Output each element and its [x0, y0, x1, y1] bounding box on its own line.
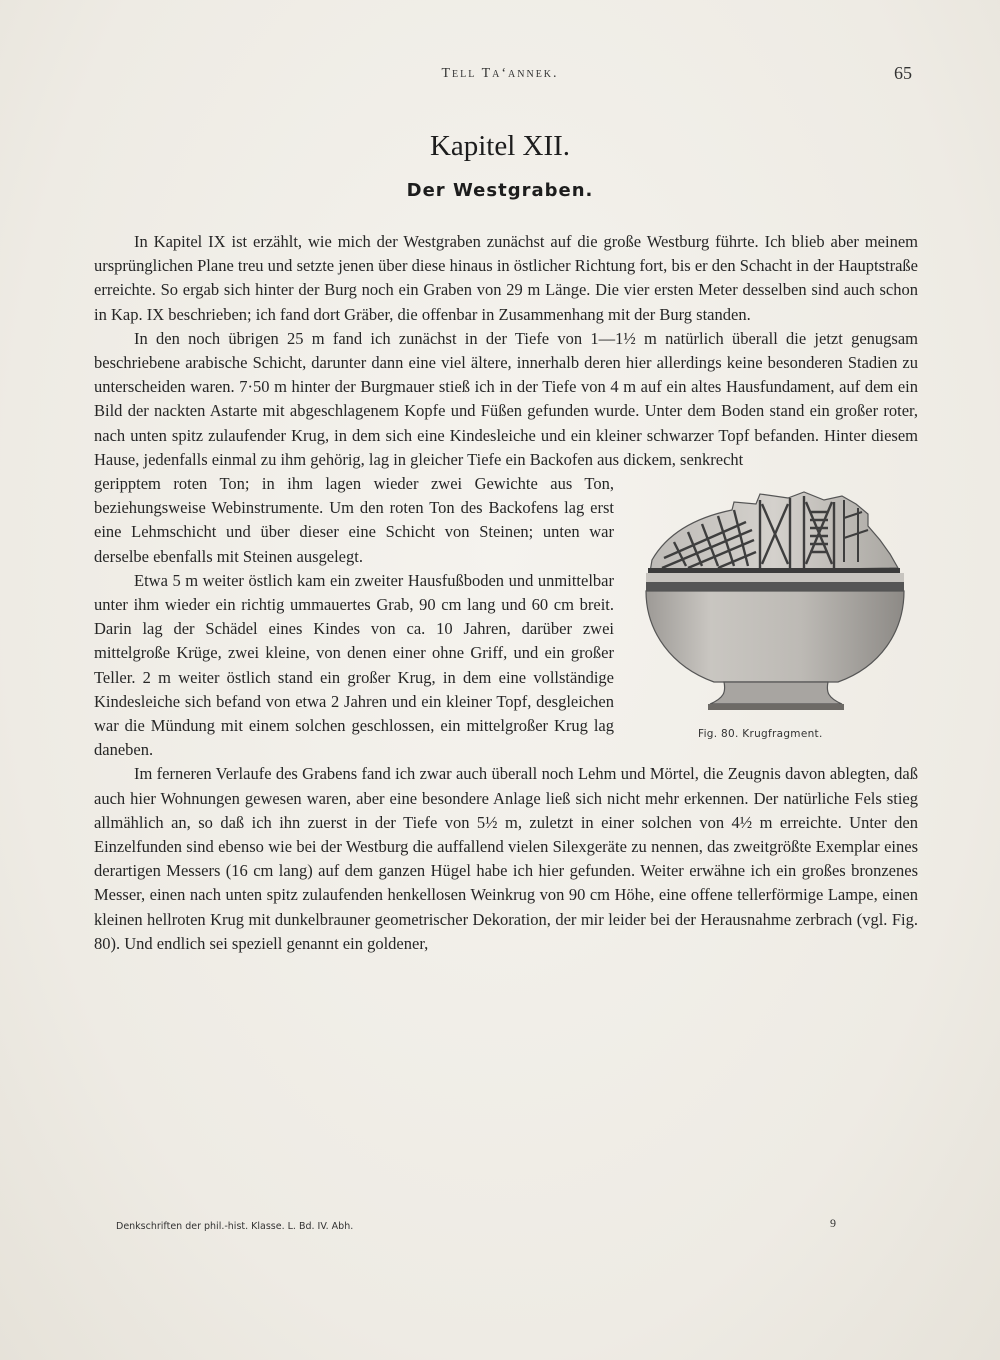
footer-publication: Denkschriften der phil.-hist. Klasse. L. Bd. IV. Abh. [116, 1221, 354, 1232]
pottery-fragment-illustration [628, 482, 918, 722]
body-text [94, 230, 918, 956]
paragraph-2a: In den noch übrigen 25 m fand ich zunächst in der Tiefe von 1—1½ m natürlich überall die jetzt genugsam beschriebene arabische Schicht, darunter dann eine viel ältere, innerhalb deren hier allerdings keine besonderen Stadien zu unterscheiden waren. 7·50 m hinter der Burgmauer stieß ich in der Tiefe von 4 m auf ein altes Hausfundament, auf dem ein Bild der nackten Astarte mit abgeschlagenem Kopfe und Füßen gefunden wurde. Unter dem Boden stand ein großer roter, nach unten spitz zulaufender Krug, in dem sich eine Kindesleiche und ein kleiner schwarzer Topf befanden. Hinter diesem Hause, jedenfalls einmal zu ihm gehörig, lag in gleicher Tiefe ein Backofen aus dickem, senkrecht [94, 328, 918, 469]
section-title: Der Westgraben. [406, 180, 594, 201]
figure-80 [628, 472, 918, 744]
paragraph-3: Etwa 5 m weiter östlich kam ein zweiter Hausfußboden und unmittelbar unter ihm wieder ein richtig ummauertes Grab, 90 cm lang und 60 cm breit. Darin lag der Schädel eines Kindes von ca. 10 Jahren, darüber zwei mittelgroße Krüge, zwei kleine, von denen einer ohne Griff, und ein großer Teller. 2 m weiter östlich stand ein großer Krug, in dem eine vollständige Kindesleiche sich befand von etwa 2 Jahren und ein kleiner Topf, desgleichen war die Mündung mit einem solchen geschlossen, ein mittelgroßer Krug lag daneben. [94, 570, 614, 760]
footer-signature: 9 [830, 1216, 836, 1230]
paragraph-4: Im ferneren Verlaufe des Grabens fand ich zwar auch überall noch Lehm und Mörtel, die Zeugnis davon ablegten, daß auch hier Wohnungen gewesen waren, aber eine besondere Anlage ließ sich nicht mehr erkennen. Der natürliche Fels stieg allmählich an, so daß ich ihn zuerst in der Tiefe von 5½ m, zuletzt in einer solchen von 4½ m erreichte. Unter den Einzelfunden sind ebenso wie bei der Westburg die auffallend vielen Silexgeräte zu nennen, das zweitgrößte Exemplar eines derartigen Messers (16 cm lang) auf dem ganzen Hügel habe ich hier gefunden. Weiter erwähne ich ein großes bronzenes Messer, einen nach unten spitz zulaufenden henkellosen Weinkrug von 90 cm Höhe, eine offene tellerförmige Lampe, einen kleinen hellroten Krug mit dunkelbrauner geometrischer Dekoration, der mir leider bei der Herausnahme zerbrach (vgl. Fig. 80). Und endlich sei speziell genannt ein goldener, [94, 764, 918, 953]
paragraph-1: In Kapitel IX ist erzählt, wie mich der Westgraben zunächst auf die große Westburg führte. Ich blieb aber meinem ursprünglichen Plane treu und setzte jenen über diese hinaus in östlicher Richtung fort, bis er den Schacht in der Hauptstraße erreichte. So ergab sich hinter der Burg noch ein Graben von 29 m Länge. Die vier ersten Meter desselben sind auch schon in Kap. IX beschrieben; ich fand dort Gräber, die offenbar in Zusammenhang mit der Burg standen. [94, 232, 918, 324]
page-number: 65 [894, 63, 912, 83]
paragraph-2b: geripptem roten Ton; in ihm lagen wieder zwei Gewichte aus Ton, beziehungsweise Webinstrumente. Um den roten Ton des Backofens lag erst eine Lehmschicht und über dieser eine Schicht von Steinen; unten war derselbe ebenfalls mit Steinen ausgelegt. [94, 474, 614, 566]
running-title: Tell Ta‘annek. [441, 66, 559, 81]
figure-caption: Fig. 80. Krugfragment. [698, 728, 823, 741]
chapter-title: Kapitel XII. [429, 130, 571, 162]
